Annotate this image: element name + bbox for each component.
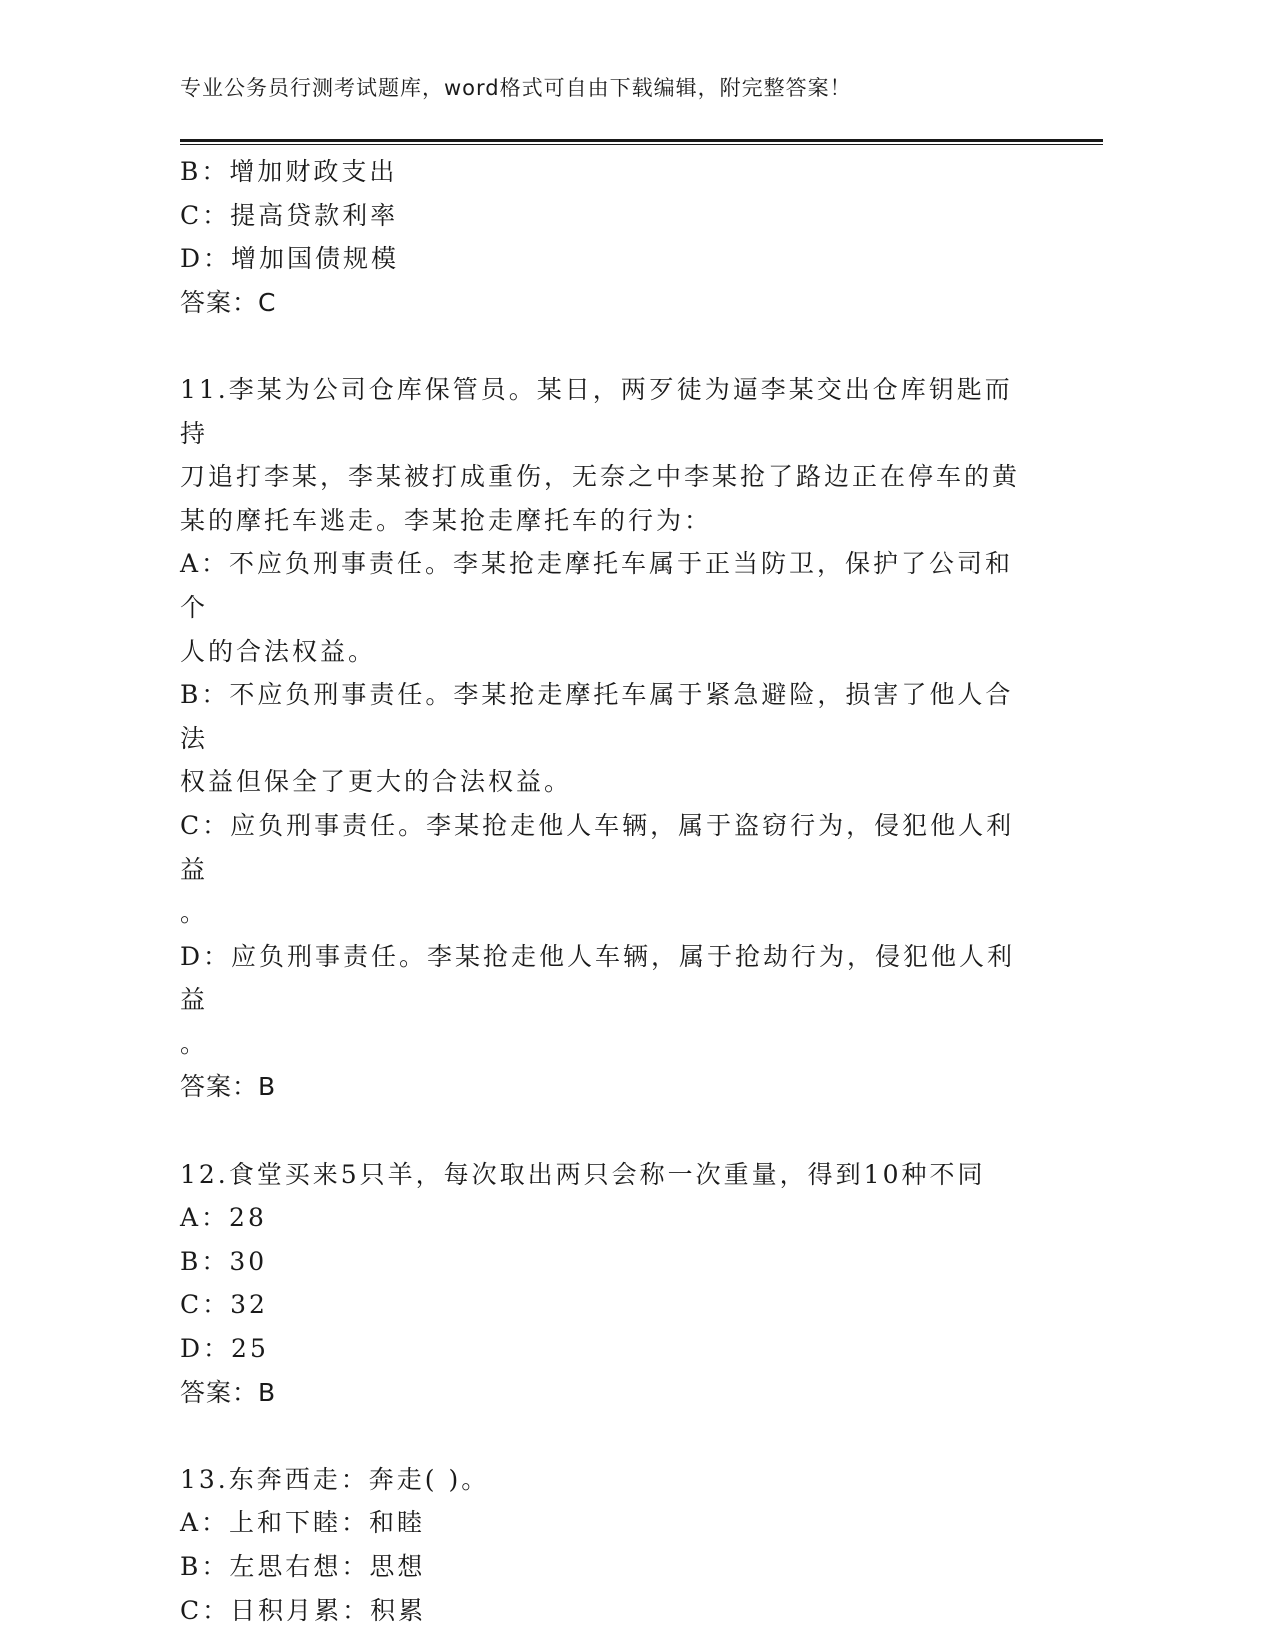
spacer (180, 324, 1030, 368)
page-header: 专业公务员行测考试题库，word格式可自由下载编辑，附完整答案！ (180, 76, 852, 100)
option-line: C：应负刑事责任。李某抢走他人车辆，属于盗窃行为，侵犯他人利益 (180, 810, 1015, 884)
option-line: B：30 (180, 1246, 268, 1276)
option-line: 。 (180, 898, 209, 928)
option-line: C：提高贷款利率 (180, 200, 399, 230)
option-line: D：25 (180, 1334, 269, 1364)
question-stem-line: 刀追打李某，李某被打成重伤，无奈之中李某抢了路边正在停车的黄 (180, 462, 1021, 492)
option-line: A：上和下睦：和睦 (180, 1508, 426, 1538)
option-line: C：32 (180, 1290, 268, 1320)
option-line: 。 (180, 1028, 209, 1058)
question-stem-line: 12.食堂买来5只羊，每次取出两只会称一次重量，得到10种不同 (180, 1159, 986, 1189)
option-line: D：增加国债规模 (180, 244, 400, 274)
header-rule-thin (180, 144, 1103, 145)
option-line: 人的合法权益。 (180, 636, 377, 666)
answer-line: 答案：C (180, 287, 277, 317)
question-stem-line: 某的摩托车逃走。李某抢走摩托车的行为： (180, 505, 713, 535)
option-line: D：应负刑事责任。李某抢走他人车辆，属于抢劫行为，侵犯他人利益 (180, 941, 1016, 1015)
option-line: C：日积月累：积累 (180, 1595, 427, 1625)
spacer (180, 1414, 1030, 1458)
document-body (180, 150, 1030, 1632)
option-line: A：28 (180, 1203, 267, 1233)
question-stem-line: 11.李某为公司仓库保管员。某日，两歹徒为逼李某交出仓库钥匙而持 (180, 374, 1013, 448)
answer-line: 答案：B (180, 1072, 277, 1102)
option-line: B：增加财政支出 (180, 157, 398, 186)
option-line: B：不应负刑事责任。李某抢走摩托车属于紧急避险，损害了他人合法 (180, 680, 1014, 753)
header-rule-thick (180, 139, 1103, 142)
option-line: B：左思右想：思想 (180, 1552, 426, 1581)
question-stem-line: 13.东奔西走：奔走( )。 (180, 1464, 490, 1494)
spacer (180, 1109, 1030, 1153)
answer-line: 答案：B (180, 1377, 277, 1407)
option-line: A：不应负刑事责任。李某抢走摩托车属于正当防卫，保护了公司和个 (180, 549, 1014, 622)
option-line: 权益但保全了更大的合法权益。 (180, 767, 573, 797)
